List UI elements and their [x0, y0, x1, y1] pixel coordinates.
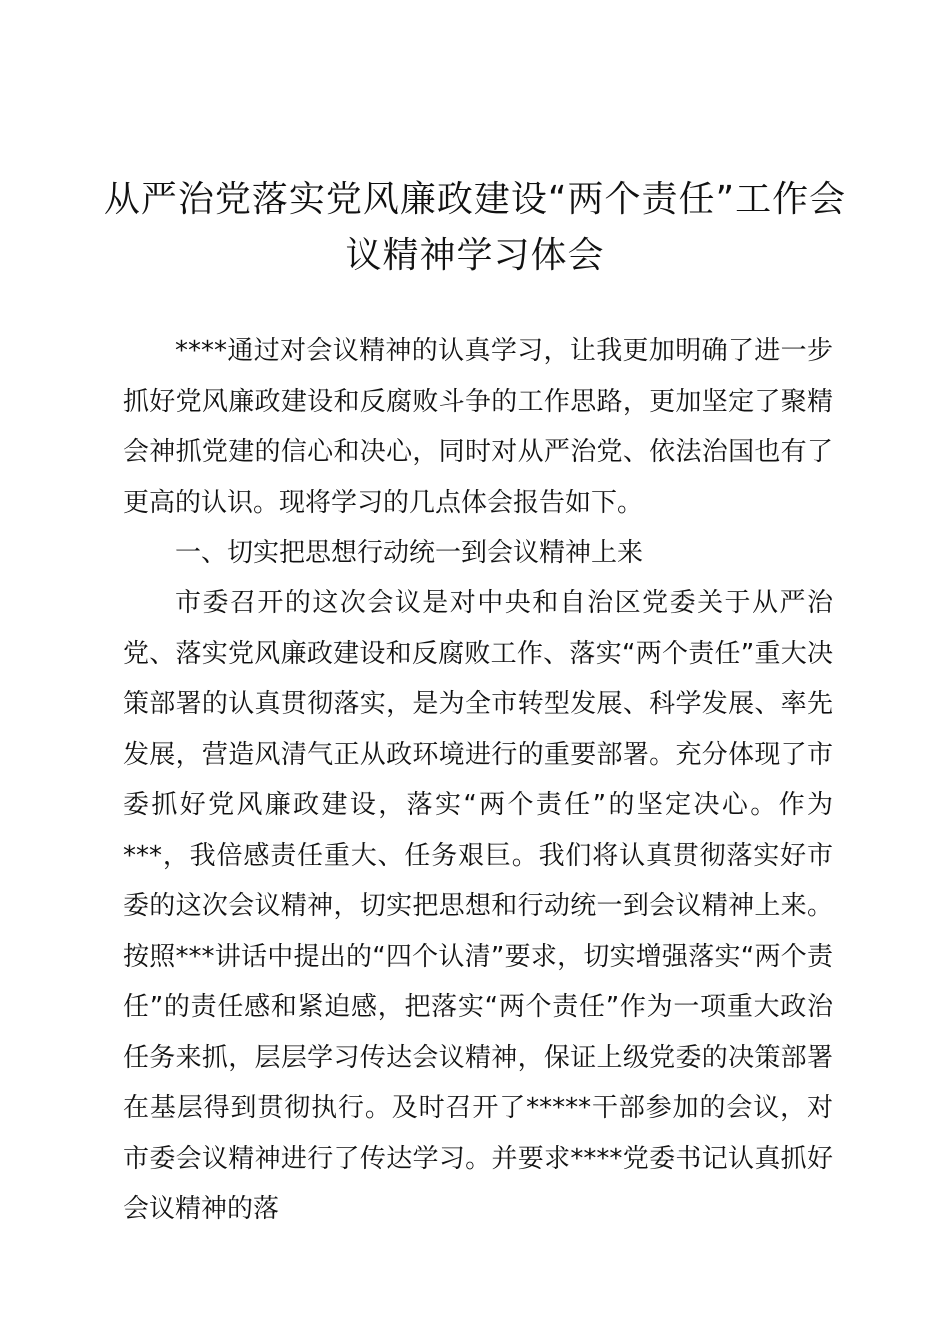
document-title: 从严治党落实党风廉政建设“两个责任”工作会议精神学习体会 [103, 179, 847, 276]
intro-paragraph: ****通过对会议精神的认真学习，让我更加明确了进一步抓好党风廉政建设和反腐败斗争的工作思路，更加坚定了聚精会神抓党建的信心和决心，同时对从严治党、依法治国也有了更高的认识。现将学习的几点体会报告如下。 [123, 336, 833, 518]
section-heading-1: 一、切实把思想行动统一到会议精神上来 [175, 538, 644, 568]
section-1-paragraph: 市委召开的这次会议是对中央和自治区党委关于从严治党、落实党风廉政建设和反腐败工作、落实“两个责任”重大决策部署的认真贯彻落实，是为全市转型发展、科学发展、率先发展，营造风清气正从政环境进行的重要部署。充分体现了市委抓好党风廉政建设，落实“两个责任”的坚定决心。作为***，我倍感责任重大、任务艰巨。我们将认真贯彻落实好市委的这次会议精神，切实把思想和行动统一到会议精神上来。按照***讲话中提出的“四个认清”要求，切实增强落实“两个责任”的责任感和紧迫感，把落实“两个责任”作为一项重大政治任务来抓，层层学习传达会议精神，保证上级党委的决策部署在基层得到贯彻执行。及时召开了*****干部参加的会议，对市委会议精神进行了传达学习。并要求****党委书记认真抓好会议精神的落 [123, 588, 833, 1224]
